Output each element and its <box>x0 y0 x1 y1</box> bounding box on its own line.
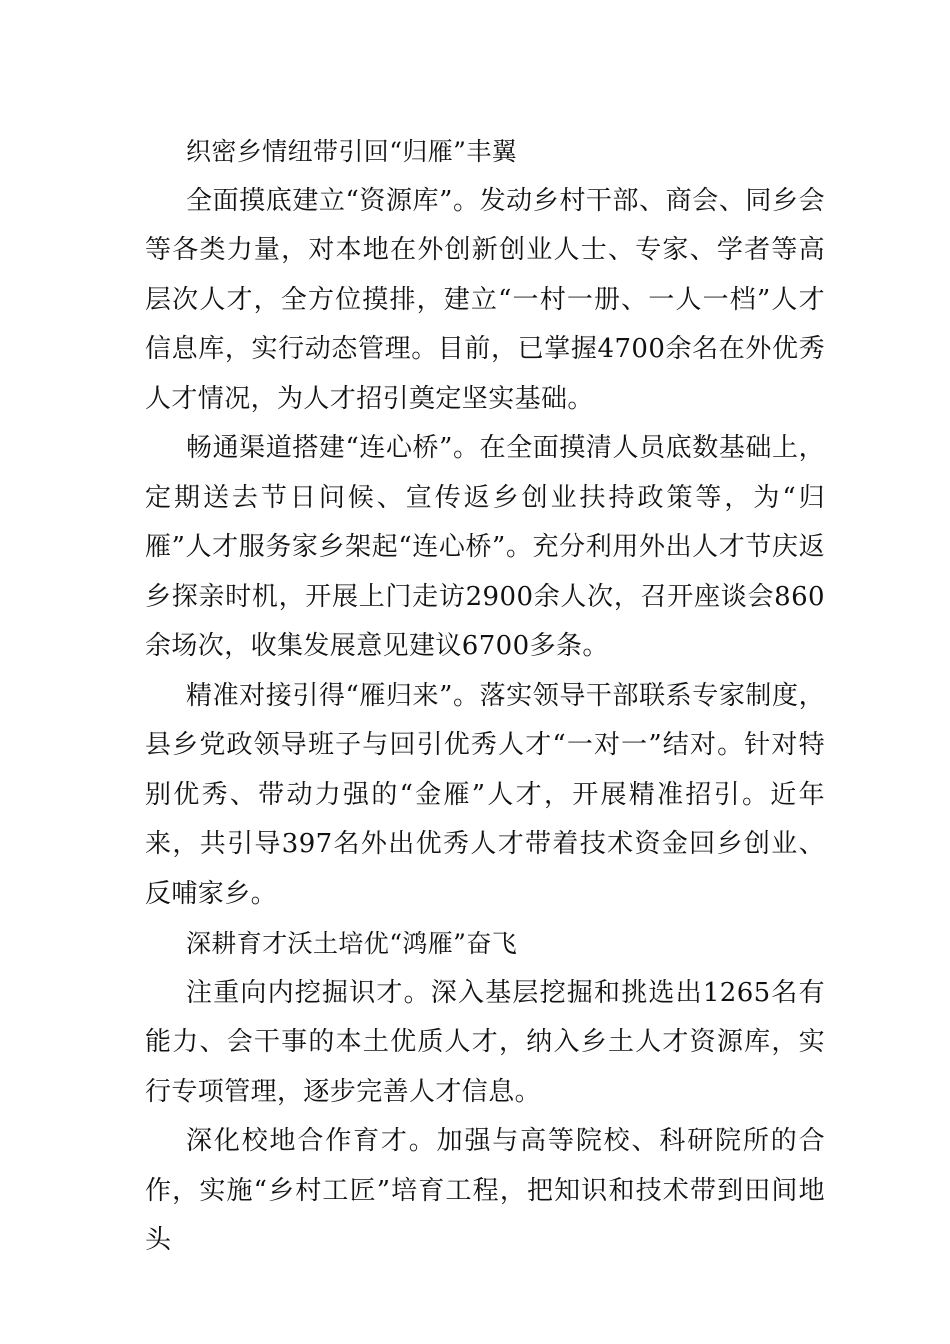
section-heading-1: 织密乡情纽带引回“归雁”丰翼 <box>186 137 518 166</box>
paragraph-precise-docking: 精准对接引得“雁归来”。落实领导干部联系专家制度，县乡党政领导班子与回引优秀人才“一对一”结对。针对特别优秀、带动力强的“金雁”人才，开展精准招引。近年来，共引导397名外出优秀人才带着技术资金回乡创业、反哺家乡。 <box>145 680 825 909</box>
paragraph-school-cooperation: 深化校地合作育才。加强与高等院校、科研院所的合作，实施“乡村工匠”培育工程，把知识和技术带到田间地头 <box>145 1126 825 1255</box>
paragraph-connection-bridge: 畅通渠道搭建“连心桥”。在全面摸清人员底数基础上，定期送去节日问候、宣传返乡创业扶持政策等，为“归雁”人才服务家乡架起“连心桥”。充分利用外出人才节庆返乡探亲时机，开展上门走访2900余人次，召开座谈会860余场次，收集发展意见建议6700多条。 <box>145 433 825 661</box>
paragraph-internal-talent: 注重向内挖掘识才。深入基层挖掘和挑选出1265名有能力、会干事的本土优质人才，纳入乡土人才资源库，实行专项管理，逐步完善人才信息。 <box>145 977 825 1107</box>
document-body <box>145 127 825 1266</box>
paragraph-resource-library: 全面摸底建立“资源库”。发动乡村干部、商会、同乡会等各类力量，对本地在外创新创业人士、专家、学者等高层次人才，全方位摸排，建立“一村一册、一人一档”人才信息库，实行动态管理。目前，已掌握4700余名在外优秀人才情况，为人才招引奠定坚实基础。 <box>145 185 825 414</box>
section-heading-2: 深耕育才沃土培优“鸿雁”奋飞 <box>186 929 518 958</box>
